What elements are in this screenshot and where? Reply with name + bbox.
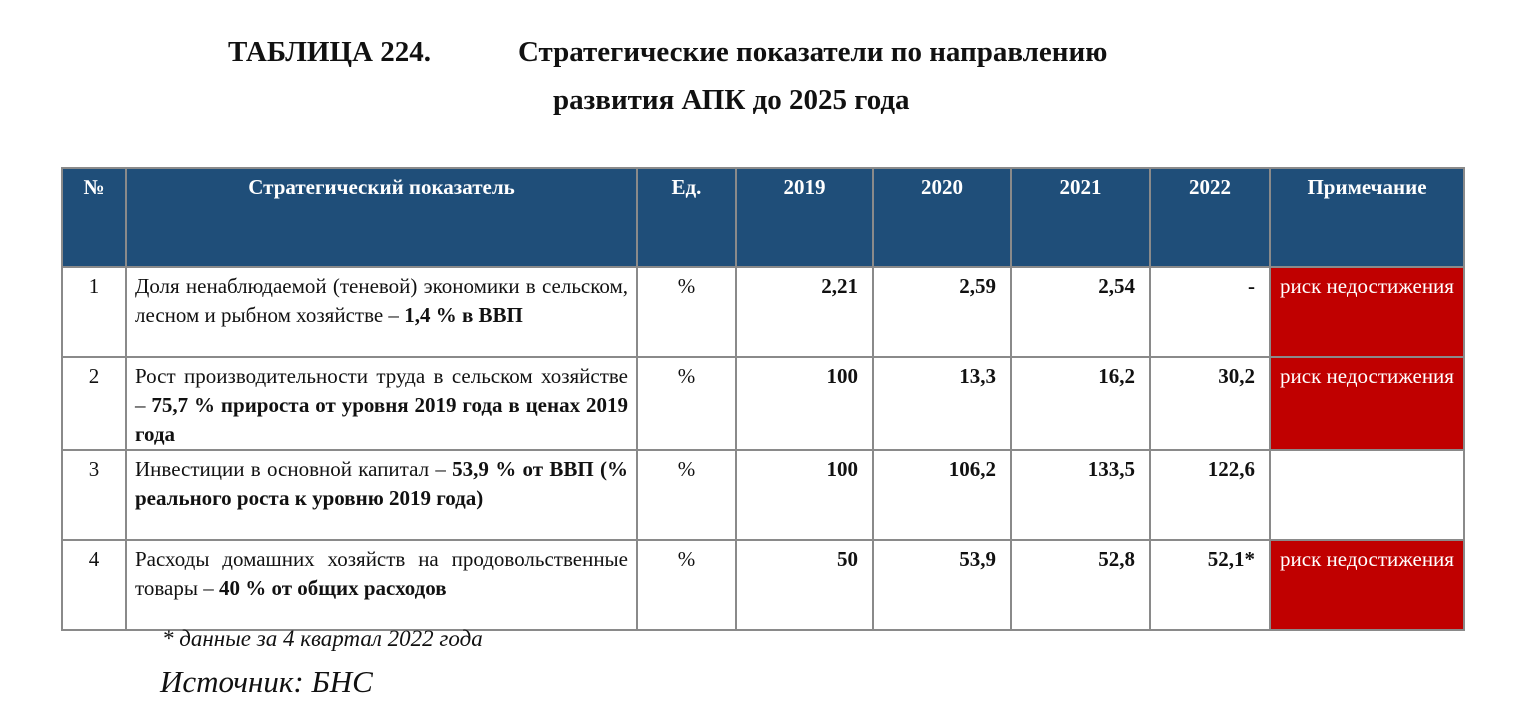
indicator-target: 53,9 % от ВВП (% реального роста к уровню 2019 года)	[135, 457, 628, 510]
indicator-text: Рост производительности труда в сельском хозяйстве –	[135, 364, 628, 417]
note-cell: риск недостижения	[1270, 357, 1464, 450]
value-2022: -	[1150, 267, 1270, 357]
indicator-cell	[126, 450, 637, 540]
value-2020: 53,9	[873, 540, 1011, 630]
value-2022: 30,2	[1150, 357, 1270, 450]
source: Источник: БНС	[160, 664, 373, 699]
header-cell: 2022	[1150, 168, 1270, 267]
header-cell: 2021	[1011, 168, 1150, 267]
indicators-table	[61, 167, 1465, 631]
indicator-target: 40 % от общих расходов	[218, 576, 447, 600]
value-2021: 52,8	[1011, 540, 1150, 630]
table-row	[62, 540, 1464, 630]
value-2019: 2,21	[736, 267, 873, 357]
indicator-cell	[126, 357, 637, 450]
table-number: ТАБЛИЦА 224.	[228, 36, 431, 68]
value-2019: 100	[736, 357, 873, 450]
table-row	[62, 357, 1464, 450]
footnote: * данные за 4 квартал 2022 года	[162, 626, 483, 651]
indicator-target: 75,7 % прироста от уровня 2019 года в ценах 2019 года	[135, 393, 628, 446]
header-cell: №	[62, 168, 126, 267]
header-cell: Ед.	[637, 168, 736, 267]
unit-cell: %	[637, 540, 736, 630]
value-2019: 50	[736, 540, 873, 630]
indicator-cell	[126, 267, 637, 357]
row-number: 4	[62, 540, 126, 630]
unit-cell: %	[637, 267, 736, 357]
value-2020: 2,59	[873, 267, 1011, 357]
unit-cell: %	[637, 357, 736, 450]
unit-cell: %	[637, 450, 736, 540]
header-cell: 2020	[873, 168, 1011, 267]
value-2019: 100	[736, 450, 873, 540]
row-number: 2	[62, 357, 126, 450]
value-2022: 52,1*	[1150, 540, 1270, 630]
note-cell: риск недостижения	[1270, 267, 1464, 357]
table-title-line1: Стратегические показатели по направлению	[518, 36, 1108, 68]
indicator-target: 1,4 % в ВВП	[404, 303, 523, 327]
value-2020: 106,2	[873, 450, 1011, 540]
row-number: 3	[62, 450, 126, 540]
table-row	[62, 450, 1464, 540]
table-title-line2: развития АПК до 2025 года	[553, 84, 910, 116]
header-cell: Стратегический показатель	[126, 168, 637, 267]
value-2021: 2,54	[1011, 267, 1150, 357]
note-cell	[1270, 450, 1464, 540]
indicator-cell	[126, 540, 637, 630]
note-cell: риск недостижения	[1270, 540, 1464, 630]
indicator-text: Инвестиции в основной капитал –	[135, 457, 453, 481]
value-2022: 122,6	[1150, 450, 1270, 540]
table-row	[62, 267, 1464, 357]
header-row	[62, 168, 1464, 267]
header-cell: Примечание	[1270, 168, 1464, 267]
value-2021: 16,2	[1011, 357, 1150, 450]
indicator-text: Расходы домашних хозяйств на продовольственные товары –	[135, 547, 628, 600]
header-cell: 2019	[736, 168, 873, 267]
row-number: 1	[62, 267, 126, 357]
value-2021: 133,5	[1011, 450, 1150, 540]
value-2020: 13,3	[873, 357, 1011, 450]
indicator-text: Доля ненаблюдаемой (теневой) экономики в сельском, лесном и рыбном хозяйстве –	[135, 274, 628, 327]
